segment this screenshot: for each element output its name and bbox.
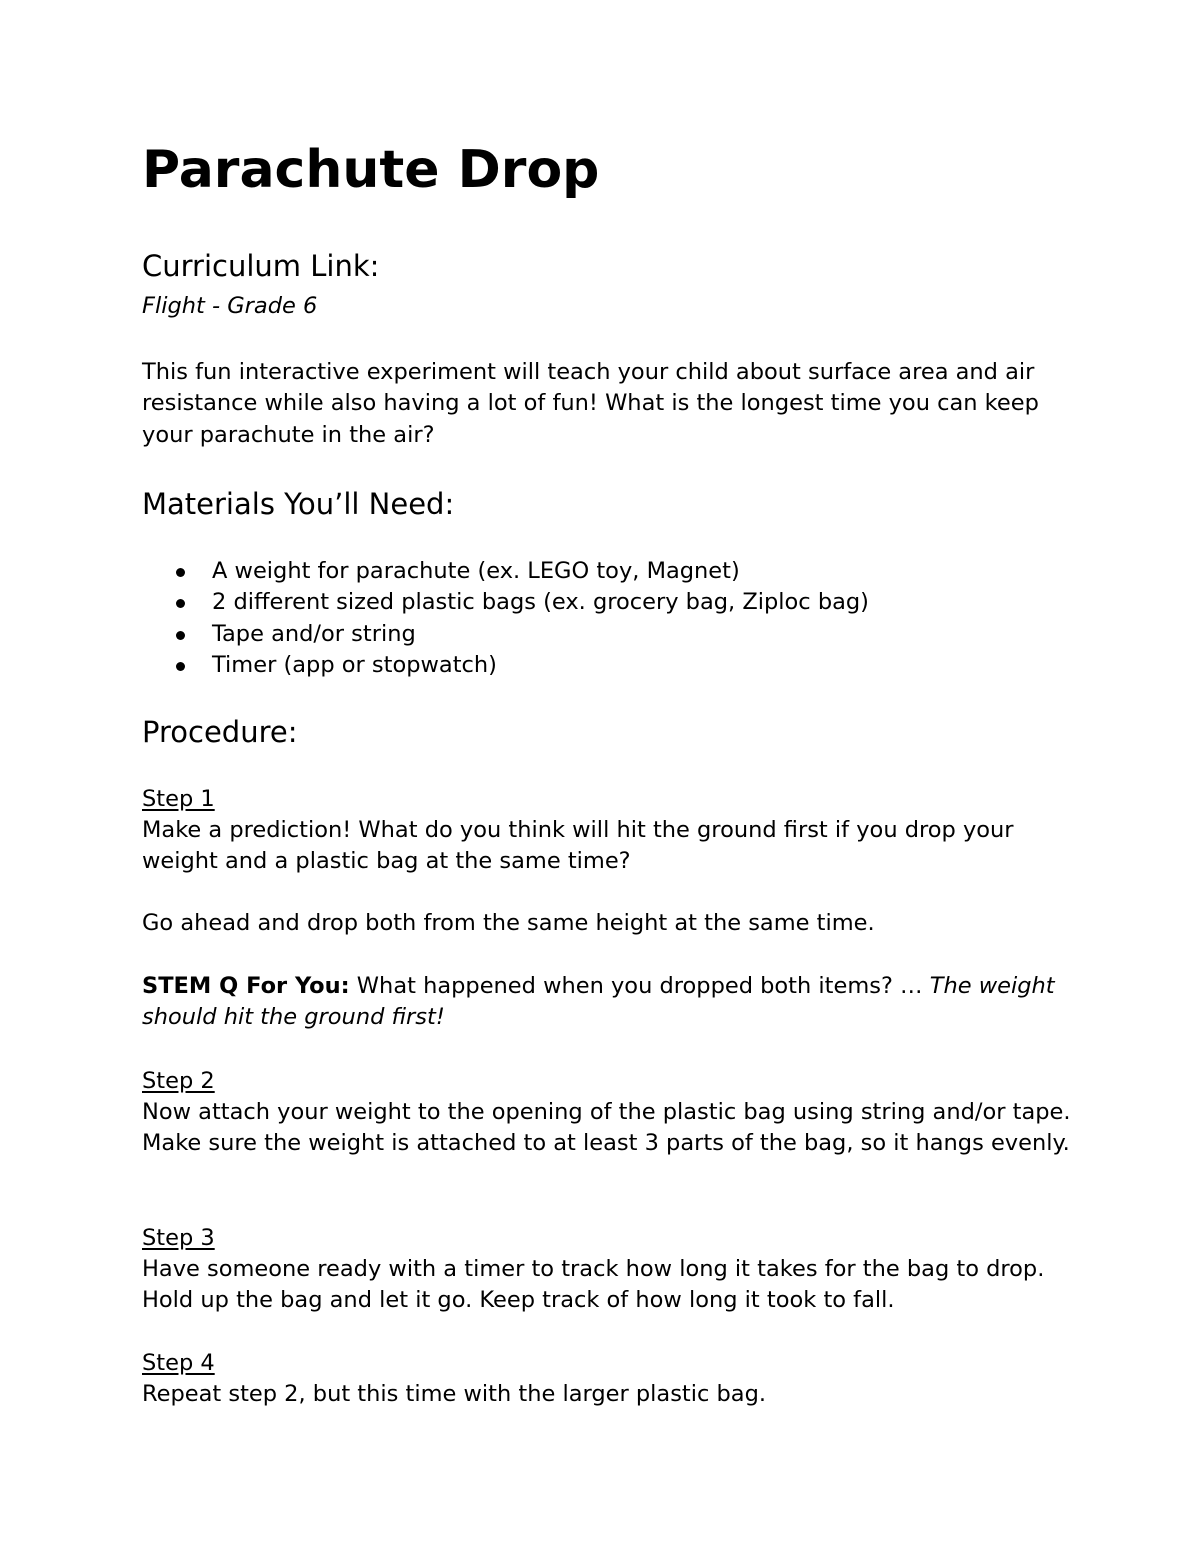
bullet-icon (176, 662, 185, 671)
stem-label: STEM Q For You: (142, 973, 350, 999)
step-1-text-2: Go ahead and drop both from the same height at the same time. (142, 910, 875, 936)
materials-heading: Materials You’ll Need: (142, 487, 455, 521)
step-3-text: Have someone ready with a timer to track how long it takes for the bag to drop. Hold up the bag and let it go. Keep track of how long it took to fall. (142, 1256, 1045, 1314)
step-1-label: Step 1 (142, 786, 215, 812)
bullet-icon (176, 599, 185, 608)
step-1-text: Make a prediction! What do you think will hit the ground first if you drop your weight and a plastic bag at the same time? (142, 817, 1014, 875)
bullet-icon (176, 631, 185, 640)
step-3-label: Step 3 (142, 1225, 215, 1251)
curriculum-heading: Curriculum Link: (142, 249, 380, 283)
step-2-text: Now attach your weight to the opening of the plastic bag using string and/or tape. Make sure the weight is attached to at least 3 parts of the bag, so it hangs evenly. (142, 1099, 1071, 1157)
step-4-text: Repeat step 2, but this time with the larger plastic bag. (142, 1381, 767, 1407)
step-4-label: Step 4 (142, 1350, 215, 1376)
list-item: Tape and/or string (142, 619, 869, 650)
procedure-heading: Procedure: (142, 715, 298, 749)
curriculum-value: Flight - Grade 6 (142, 293, 318, 319)
step-2-label: Step 2 (142, 1068, 215, 1094)
materials-list (142, 556, 869, 681)
list-item: Timer (app or stopwatch) (142, 650, 869, 681)
intro-paragraph: This fun interactive experiment will teach your child about surface area and air resistance while also having a lot of fun! What is the longest time you can keep your parachute in the air? (142, 359, 1039, 448)
bullet-icon (176, 568, 185, 577)
list-item: A weight for parachute (ex. LEGO toy, Magnet) (142, 556, 869, 587)
stem-question (142, 971, 1072, 1034)
list-item: 2 different sized plastic bags (ex. grocery bag, Ziploc bag) (142, 587, 869, 618)
stem-question-text: What happened when you dropped both items? … (349, 973, 930, 999)
stem-answer: The weight should hit the ground first! (142, 973, 1055, 1031)
page-title: Parachute Drop (142, 140, 600, 200)
